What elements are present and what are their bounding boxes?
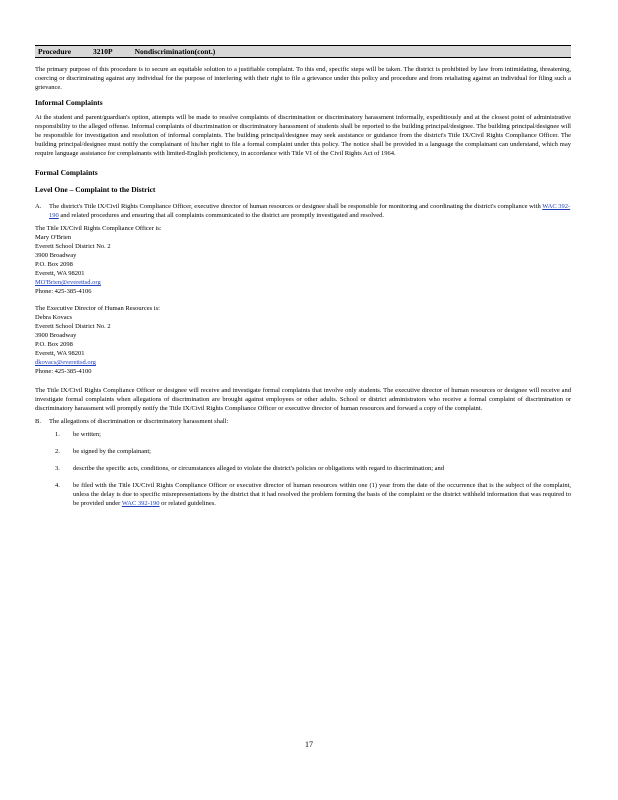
item-b <box>35 417 571 426</box>
list-item <box>35 430 571 439</box>
informal-heading: Informal Complaints <box>35 98 103 107</box>
informal-paragraph: At the student and parent/guardian's option, attempts will be made to resolve complaints of discrimination or discriminatory harassment informally, expeditiously and at the closest point of administrative responsibility to the alleged offense. Informal complaints of discrimination or discriminatory harassment of students shall be reported to the building principal/designee. The building principal/designee will be responsible for investigation and resolution of informal complaints. The building principal/designee may seek assistance or guidance from the district's Title IX/Civil Rights Compliance Officer. The building principal/designee must notify the complainant of his/her right to file a formal complaint under this policy. The notice shall be provided in a language the complainant can understand, which may require language assistance for complainants with limited-English proficiency, in accordance with Title VI of the Civil Rights Act of 1964. <box>35 114 571 157</box>
level-one-heading: Level One – Complaint to the District <box>35 185 156 194</box>
contact1-street: 3900 Broadway <box>35 252 77 259</box>
item-a <box>35 202 571 220</box>
procedure-title: Nondiscrimination(cont.) <box>134 47 216 56</box>
procedure-header <box>35 45 571 58</box>
item-a-text-after: and related procedures and ensuring that all complaints communicated to the district are promptly investigated and resolved. <box>60 212 385 219</box>
page-number: 17 <box>305 740 313 749</box>
contact-block-hr-director <box>35 304 571 376</box>
contact1-phone: Phone: 425-385-4106 <box>35 288 92 295</box>
document-page <box>35 45 571 516</box>
wac-link-a[interactable]: WAC 392-190 <box>49 203 571 219</box>
contact1-name: Mary O'Brien <box>35 234 72 241</box>
list-item <box>35 464 571 473</box>
list-item-text: be signed by the complainant; <box>73 448 151 455</box>
contact1-po: P.O. Box 2098 <box>35 261 73 268</box>
procedure-number: 3210P <box>93 47 113 56</box>
list-item-text: be written; <box>73 431 101 438</box>
procedure-label: Procedure <box>38 47 72 56</box>
contact1-email-link[interactable]: MO'Brien@everettsd.org <box>35 279 101 286</box>
item-a-marker: A. <box>35 203 42 210</box>
item-b-text: The allegations of discrimination or discriminatory harassment shall: <box>49 418 229 425</box>
contact2-org: Everett School District No. 2 <box>35 323 111 330</box>
contact2-po: P.O. Box 2098 <box>35 341 73 348</box>
list-item-text-after: or related guidelines. <box>161 500 216 507</box>
contact2-city: Everett, WA 98201 <box>35 350 85 357</box>
list-item-text: describe the specific acts, conditions, or circumstances alleged to violate the district's policies or obligations with regard to discrimination; and <box>73 465 445 472</box>
list-item <box>35 481 571 508</box>
contact2-title: The Executive Director of Human Resources is: <box>35 305 160 312</box>
contact1-title: The Title IX/Civil Rights Compliance Officer is: <box>35 225 162 232</box>
list-item-number: 3. <box>55 465 60 472</box>
contact1-org: Everett School District No. 2 <box>35 243 111 250</box>
list-item-number: 1. <box>55 431 60 438</box>
investigation-paragraph: The Title IX/Civil Rights Compliance Officer or designee will receive and investigate formal complaints that involve only students. The executive director of human resources or designee will receive and investigate formal complaints when allegations of discrimination are brought against employees or other adults. School or district administrators who receive a formal complaint of discrimination or discriminatory harassment will promptly notify the Title IX/Civil Rights Compliance Officer or executive director of human resources and forward a copy of the complaint. <box>35 387 571 412</box>
contact2-email-link[interactable]: dkovacs@everettsd.org <box>35 359 96 366</box>
item-b-marker: B. <box>35 418 41 425</box>
intro-paragraph: The primary purpose of this procedure is to secure an equitable solution to a justifiable complaint. To this end, specific steps will be taken. The district is prohibited by law from intimidating, threatening, coercing or discriminating against any individual for the purpose of interfering with their right to file a grievance under this policy and procedure and from retaliating against an individual for filing such a grievance. <box>35 66 571 91</box>
allegation-requirements-list <box>35 430 571 508</box>
contact1-city: Everett, WA 98201 <box>35 270 85 277</box>
list-item-text-before: be filed with the Title IX/Civil Rights Compliance Officer or executive director of human resources within one (1) year from the date of the occurrence that is the subject of the complaint, unless the delay is due to specific misrepresentations by the district that it had resolved the problem forming the basis of the complaint or the district withheld information that was required to be provided under <box>73 482 571 507</box>
contact-block-compliance-officer <box>35 224 571 296</box>
item-a-text-before: The district's Title IX/Civil Rights Compliance Officer, executive director of human resources or designee shall be responsible for monitoring and coordinating the district's compliance with <box>49 203 541 210</box>
wac-link-b[interactable]: WAC 392-190 <box>121 500 160 507</box>
list-item-number: 4. <box>55 482 60 489</box>
contact2-street: 3900 Broadway <box>35 332 77 339</box>
contact2-phone: Phone: 425-385-4100 <box>35 368 92 375</box>
list-item <box>35 447 571 456</box>
contact2-name: Debra Kovacs <box>35 314 72 321</box>
list-item-number: 2. <box>55 448 60 455</box>
formal-heading: Formal Complaints <box>35 168 98 177</box>
